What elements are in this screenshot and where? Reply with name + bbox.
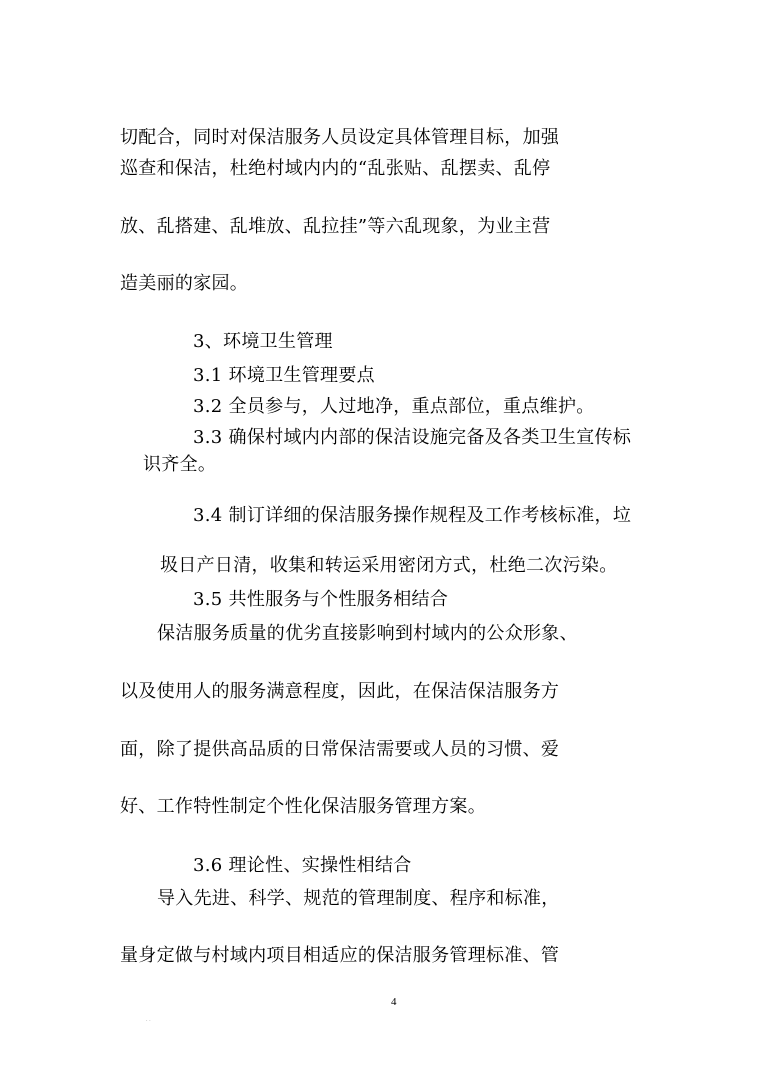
- text-line-1: 切配合，同时对保洁服务人员设定具体管理目标，加强: [120, 127, 560, 148]
- footer-mark: · ·: [146, 1018, 151, 1024]
- subsection-3-4-continued: 圾日产日清，收集和转运采用密闭方式，杜绝二次污染。: [160, 555, 618, 576]
- paragraph-line-6: 量身定做与村域内项目相适应的保洁服务管理标准、管: [120, 945, 560, 966]
- paragraph-line-2: 以及使用人的服务满意程度，因此，在保洁保洁服务方: [120, 681, 560, 702]
- paragraph-line-3: 面，除了提供高品质的日常保洁需要或人员的习惯、爱: [120, 739, 560, 760]
- subsection-3-5: 3.5 共性服务与个性服务相结合: [193, 589, 449, 610]
- subsection-3-6: 3.6 理论性、实操性相结合: [193, 855, 412, 876]
- page-number: 4: [391, 996, 397, 1008]
- subsection-3-2: 3.2 全员参与，人过地净，重点部位，重点维护。: [193, 396, 595, 417]
- subsection-3-4: 3.4 制订详细的保洁服务操作规程及工作考核标准，垃: [193, 505, 632, 526]
- paragraph-line-1: 保洁服务质量的优劣直接影响到村域内的公众形象、: [157, 623, 578, 644]
- paragraph-line-4: 好、工作特性制定个性化保洁服务管理方案。: [120, 796, 486, 817]
- subsection-3-3-continued: 识齐全。: [143, 454, 217, 475]
- section-heading: 3、环境卫生管理: [193, 331, 333, 352]
- subsection-3-3: 3.3 确保村域内内部的保洁设施完备及各类卫生宣传标: [193, 427, 632, 448]
- paragraph-line-5: 导入先进、科学、规范的管理制度、程序和标准，: [157, 888, 560, 909]
- text-line-2: 巡查和保洁，杜绝村域内内的“乱张贴、乱摆卖、乱停: [120, 158, 551, 179]
- text-line-3: 放、乱搭建、乱堆放、乱拉挂”等六乱现象，为业主营: [120, 216, 551, 237]
- subsection-3-1: 3.1 环境卫生管理要点: [193, 365, 375, 386]
- text-line-4: 造美丽的家园。: [120, 273, 249, 294]
